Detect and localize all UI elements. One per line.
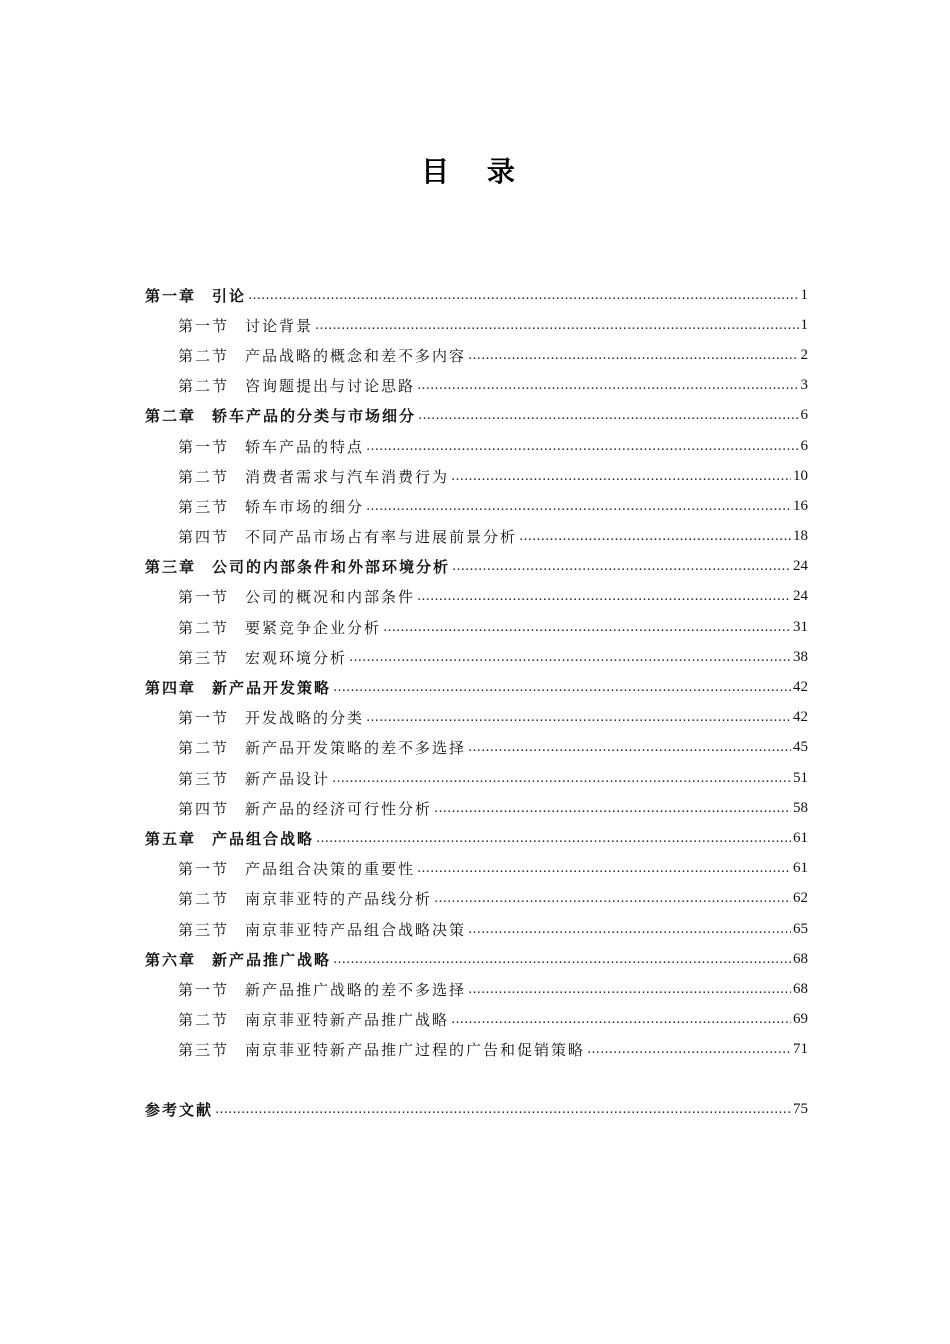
dot-leader — [333, 952, 791, 967]
page-number: 75 — [793, 1101, 808, 1118]
toc-section-5-1[interactable] — [145, 854, 808, 884]
page-number: 71 — [793, 1041, 808, 1058]
page-number: 61 — [793, 829, 808, 846]
section-number: 第二节 — [178, 739, 230, 758]
dot-leader — [587, 1042, 791, 1057]
toc-references[interactable] — [145, 1095, 808, 1125]
toc-chapter-2[interactable] — [145, 401, 808, 431]
page-number: 6 — [800, 407, 808, 424]
toc-section-4-3[interactable] — [145, 763, 808, 793]
toc-section-1-3[interactable] — [145, 371, 808, 401]
chapter-number: 第四章 — [145, 679, 197, 698]
page-number: 51 — [793, 769, 808, 786]
section-title: 消费者需求与汽车消费行为 — [245, 467, 450, 486]
toc-section-1-2[interactable] — [145, 340, 808, 370]
toc-section-2-2[interactable] — [145, 461, 808, 491]
dot-leader — [434, 801, 791, 816]
table-of-contents — [145, 280, 808, 1125]
page-number: 1 — [800, 316, 808, 333]
chapter-number: 第三章 — [145, 558, 197, 577]
section-title: 公司的概况和内部条件 — [245, 588, 416, 607]
dot-leader — [315, 318, 798, 333]
section-number: 第一节 — [178, 316, 230, 335]
dot-leader — [451, 469, 791, 484]
chapter-title: 产品组合战略 — [212, 829, 315, 848]
section-number: 第二节 — [178, 377, 230, 396]
dot-leader — [468, 348, 798, 363]
section-number: 第三节 — [178, 1041, 230, 1060]
dot-leader — [417, 589, 791, 604]
section-title: 新产品开发策略的差不多选择 — [245, 739, 467, 758]
references-title: 参考文献 — [145, 1101, 214, 1120]
toc-title: 目 录 — [421, 155, 529, 188]
section-title: 轿车市场的细分 — [245, 497, 365, 516]
section-number: 第二节 — [178, 1011, 230, 1030]
section-number: 第三节 — [178, 920, 230, 939]
page-number: 31 — [793, 618, 808, 635]
chapter-title: 公司的内部条件和外部环境分析 — [212, 558, 451, 577]
dot-leader — [366, 499, 791, 514]
toc-section-3-3[interactable] — [145, 642, 808, 672]
page-number: 58 — [793, 799, 808, 816]
dot-leader — [451, 1012, 791, 1027]
toc-section-6-3[interactable] — [145, 1035, 808, 1065]
toc-section-4-1[interactable] — [145, 703, 808, 733]
dot-leader — [418, 408, 798, 423]
chapter-number: 第六章 — [145, 950, 197, 969]
dot-leader — [248, 288, 798, 303]
page-number: 24 — [793, 588, 808, 605]
dot-leader — [366, 710, 791, 725]
section-number: 第一节 — [178, 588, 230, 607]
chapter-number: 第五章 — [145, 829, 197, 848]
section-number: 第四节 — [178, 799, 230, 818]
chapter-title: 轿车产品的分类与市场细分 — [212, 407, 417, 426]
chapter-number: 第二章 — [145, 407, 197, 426]
dot-leader — [452, 559, 791, 574]
dot-leader — [417, 378, 798, 393]
dot-leader — [215, 1102, 791, 1117]
section-title: 不同产品市场占有率与进展前景分析 — [245, 528, 518, 547]
page-number: 69 — [793, 1011, 808, 1028]
page-number: 61 — [793, 860, 808, 877]
section-number: 第二节 — [178, 346, 230, 365]
dot-leader — [332, 771, 791, 786]
toc-chapter-3[interactable] — [145, 552, 808, 582]
toc-section-4-2[interactable] — [145, 733, 808, 763]
toc-section-2-4[interactable] — [145, 522, 808, 552]
toc-section-4-4[interactable] — [145, 793, 808, 823]
section-title: 新产品设计 — [245, 769, 331, 788]
section-title: 要紧竞争企业分析 — [245, 618, 382, 637]
dot-leader — [316, 831, 791, 846]
toc-chapter-1[interactable] — [145, 280, 808, 310]
section-title: 宏观环境分析 — [245, 648, 348, 667]
dot-leader — [333, 680, 791, 695]
section-number: 第二节 — [178, 467, 230, 486]
page-number: 68 — [793, 950, 808, 967]
toc-chapter-6[interactable] — [145, 944, 808, 974]
section-title: 开发战略的分类 — [245, 709, 365, 728]
toc-chapter-4[interactable] — [145, 672, 808, 702]
dot-leader — [468, 740, 791, 755]
section-title: 咨询题提出与讨论思路 — [245, 377, 416, 396]
page-number: 24 — [793, 558, 808, 575]
section-number: 第一节 — [178, 980, 230, 999]
page-number: 16 — [793, 497, 808, 514]
section-number: 第四节 — [178, 528, 230, 547]
page-number: 18 — [793, 528, 808, 545]
section-title: 产品组合决策的重要性 — [245, 860, 416, 879]
dot-leader — [468, 982, 791, 997]
section-number: 第三节 — [178, 769, 230, 788]
dot-leader — [383, 620, 791, 635]
chapter-title: 新产品开发策略 — [212, 679, 332, 698]
section-number: 第一节 — [178, 709, 230, 728]
dot-leader — [434, 891, 791, 906]
page-number: 38 — [793, 648, 808, 665]
toc-section-3-2[interactable] — [145, 612, 808, 642]
section-title: 南京菲亚特的产品线分析 — [245, 890, 433, 909]
page-number: 45 — [793, 739, 808, 756]
toc-chapter-5[interactable] — [145, 823, 808, 853]
section-number: 第三节 — [178, 648, 230, 667]
section-title: 南京菲亚特产品组合战略决策 — [245, 920, 467, 939]
page-number: 1 — [800, 286, 808, 303]
dot-leader — [468, 922, 791, 937]
dot-leader — [349, 650, 791, 665]
page-number: 2 — [800, 346, 808, 363]
page-number: 42 — [793, 679, 808, 696]
section-title: 新产品推广战略的差不多选择 — [245, 980, 467, 999]
page-number: 62 — [793, 890, 808, 907]
toc-section-2-3[interactable] — [145, 491, 808, 521]
section-number: 第一节 — [178, 860, 230, 879]
section-title: 南京菲亚特新产品推广过程的广告和促销策略 — [245, 1041, 586, 1060]
section-number: 第三节 — [178, 497, 230, 516]
page-number: 65 — [793, 920, 808, 937]
section-title: 南京菲亚特新产品推广战略 — [245, 1011, 450, 1030]
toc-section-6-1[interactable] — [145, 974, 808, 1004]
dot-leader — [417, 861, 791, 876]
section-number: 第一节 — [178, 437, 230, 456]
page-number: 68 — [793, 980, 808, 997]
toc-section-5-3[interactable] — [145, 914, 808, 944]
section-title: 轿车产品的特点 — [245, 437, 365, 456]
chapter-number: 第一章 — [145, 286, 197, 305]
page-number: 3 — [800, 377, 808, 394]
toc-section-5-2[interactable] — [145, 884, 808, 914]
dot-leader — [519, 529, 791, 544]
section-title: 产品战略的概念和差不多内容 — [245, 346, 467, 365]
section-number: 第二节 — [178, 890, 230, 909]
page-number: 10 — [793, 467, 808, 484]
toc-section-3-1[interactable] — [145, 582, 808, 612]
section-title: 讨论背景 — [245, 316, 314, 335]
page-number: 42 — [793, 709, 808, 726]
dot-leader — [366, 439, 798, 454]
toc-section-1-1[interactable] — [145, 310, 808, 340]
chapter-title: 引论 — [212, 286, 247, 305]
section-title: 新产品的经济可行性分析 — [245, 799, 433, 818]
chapter-title: 新产品推广战略 — [212, 950, 332, 969]
page-number: 6 — [800, 437, 808, 454]
section-number: 第二节 — [178, 618, 230, 637]
toc-section-2-1[interactable] — [145, 431, 808, 461]
toc-section-6-2[interactable] — [145, 1005, 808, 1035]
